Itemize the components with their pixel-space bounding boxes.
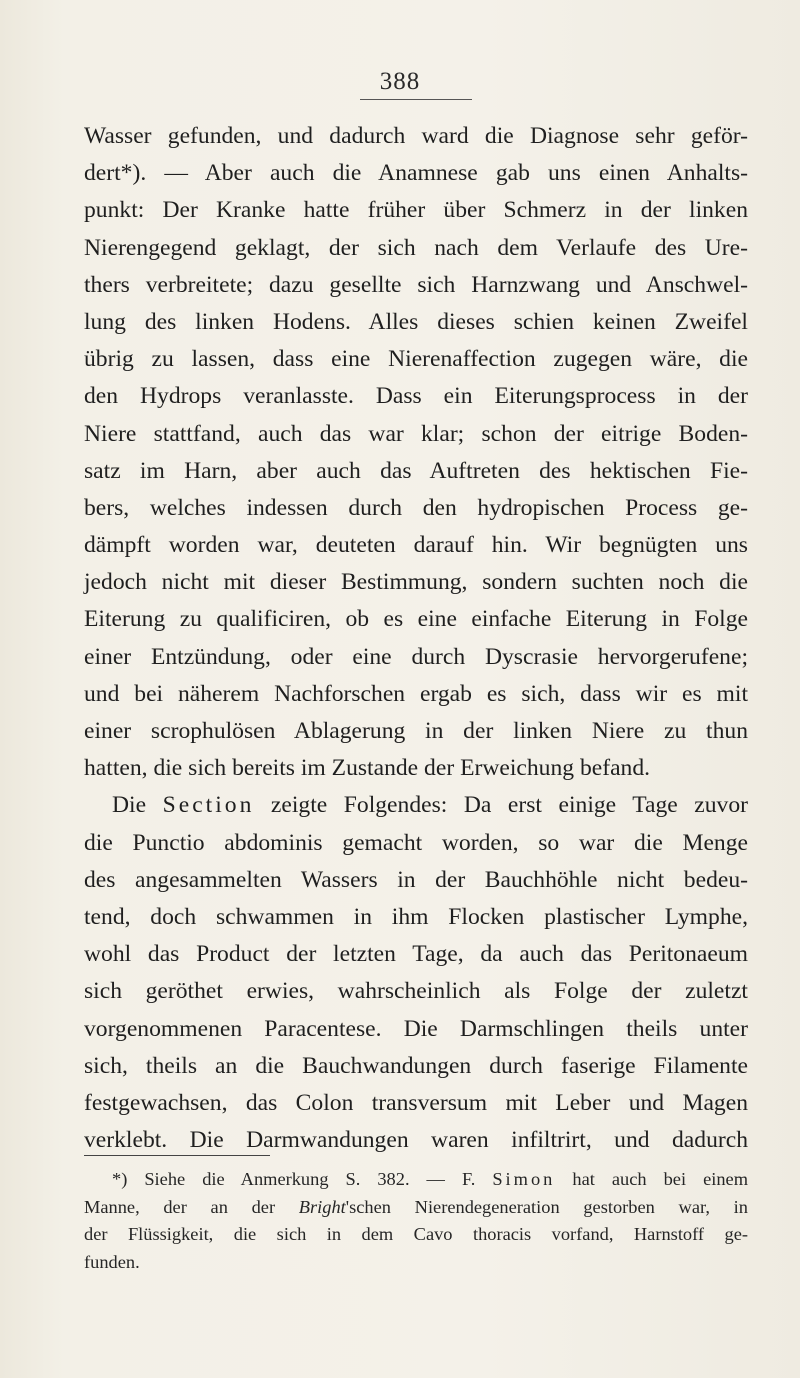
text-line: festgewachsen, das Colon transversum mit Leber und Magen [84,1089,748,1116]
text-line: die Punctio abdominis gemacht worden, so war die Menge [84,829,748,856]
text-line: einer Entzündung, oder eine durch Dyscrasie hervorgerufene; [84,643,748,670]
text-line: Wasser gefunden, und dadurch ward die Diagnose sehr geför- [84,123,748,149]
section-continuation: zeigte Folgendes: Da erst einige Tage zuvor [254,792,749,819]
text-line: des angesammelten Wassers in der Bauchhöhle nicht bedeu- [84,866,748,893]
text-line: verklebt. Die Darmwandungen waren infiltrirt, und dadurch [84,1127,748,1154]
header-rule [360,99,472,100]
footnote-text: Manne, der an der [84,1196,299,1217]
text-line: hatten, die sich bereits im Zustande der Erweichung befand. [84,755,651,782]
footnote-line [84,1194,748,1222]
section-keyword: Section [162,792,255,819]
text-line: Nierengegend geklagt, der sich nach dem Verlaufe des Ure- [84,234,748,261]
text-line: jedoch nicht mit dieser Bestimmung, sondern suchten noch die [84,569,748,596]
text-line: sich, theils an die Bauchwandungen durch faserige Filamente [84,1052,748,1079]
text-line: lung des linken Hodens. Alles dieses schien keinen Zweifel [84,308,748,335]
footnote-rule [84,1155,270,1156]
text-line: einer scrophulösen Ablagerung in der linken Niere zu thun [84,718,748,744]
text-line: und bei näherem Nachforschen ergab es sich, dass wir es mit [84,680,748,707]
text-line: wohl das Product der letzten Tage, da auch das Peritonaeum [84,941,748,968]
text-line: dämpft worden war, deuteten darauf hin. Wir begnügten uns [84,532,748,559]
text-line: sich geröthet erwies, wahrscheinlich als Folge der zuletzt [84,978,748,1005]
text-line: satz im Harn, aber auch das Auftreten des hektischen Fie- [84,457,748,484]
text-line: punkt: Der Kranke hatte früher über Schmerz in der linken [84,197,748,224]
text-line: thers verbreitete; dazu gesellte sich Harnzwang und Anschwel- [84,271,748,298]
text-line: den Hydrops veranlasste. Dass ein Eiterungsprocess in der [84,383,748,410]
text-line: Niere stattfand, auch das war klar; schon der eitrige Boden- [84,420,748,447]
footnote [84,1166,748,1276]
footnote-line: funden. [84,1251,140,1272]
page-number: 388 [379,68,421,95]
footnote-line [84,1166,748,1194]
text-line: bers, welches indessen durch den hydropischen Process ge- [84,494,748,521]
text-line: Eiterung zu qualificiren, ob es eine einfache Eiterung in Folge [84,606,748,633]
section-lead: Die [112,792,163,819]
body-text [84,118,748,1159]
footnote-text: 'schen Nierendegeneration gestorben war, in [345,1196,748,1217]
footnote-text: *) Siehe die Anmerkung S. 382. — F. [112,1169,493,1189]
footnote-author: Simon [492,1169,556,1189]
text-line: übrig zu lassen, dass eine Nierenaffection zugegen wäre, die [84,346,748,373]
text-line: dert*). — Aber auch die Anamnese gab uns einen Anhalts- [84,160,748,187]
text-line: tend, doch schwammen in ihm Flocken plastischer Lymphe, [84,903,748,930]
section-paragraph-start [84,787,748,824]
footnote-italic-name: Bright [298,1196,346,1217]
footnote-text: hat auch bei einem [555,1169,749,1189]
text-line: vorgenommenen Paracentese. Die Darmschlingen theils unter [84,1015,748,1042]
footnote-line: der Flüssigkeit, die sich in dem Cavo thoracis vorfand, Harnstoff ge- [84,1224,748,1244]
